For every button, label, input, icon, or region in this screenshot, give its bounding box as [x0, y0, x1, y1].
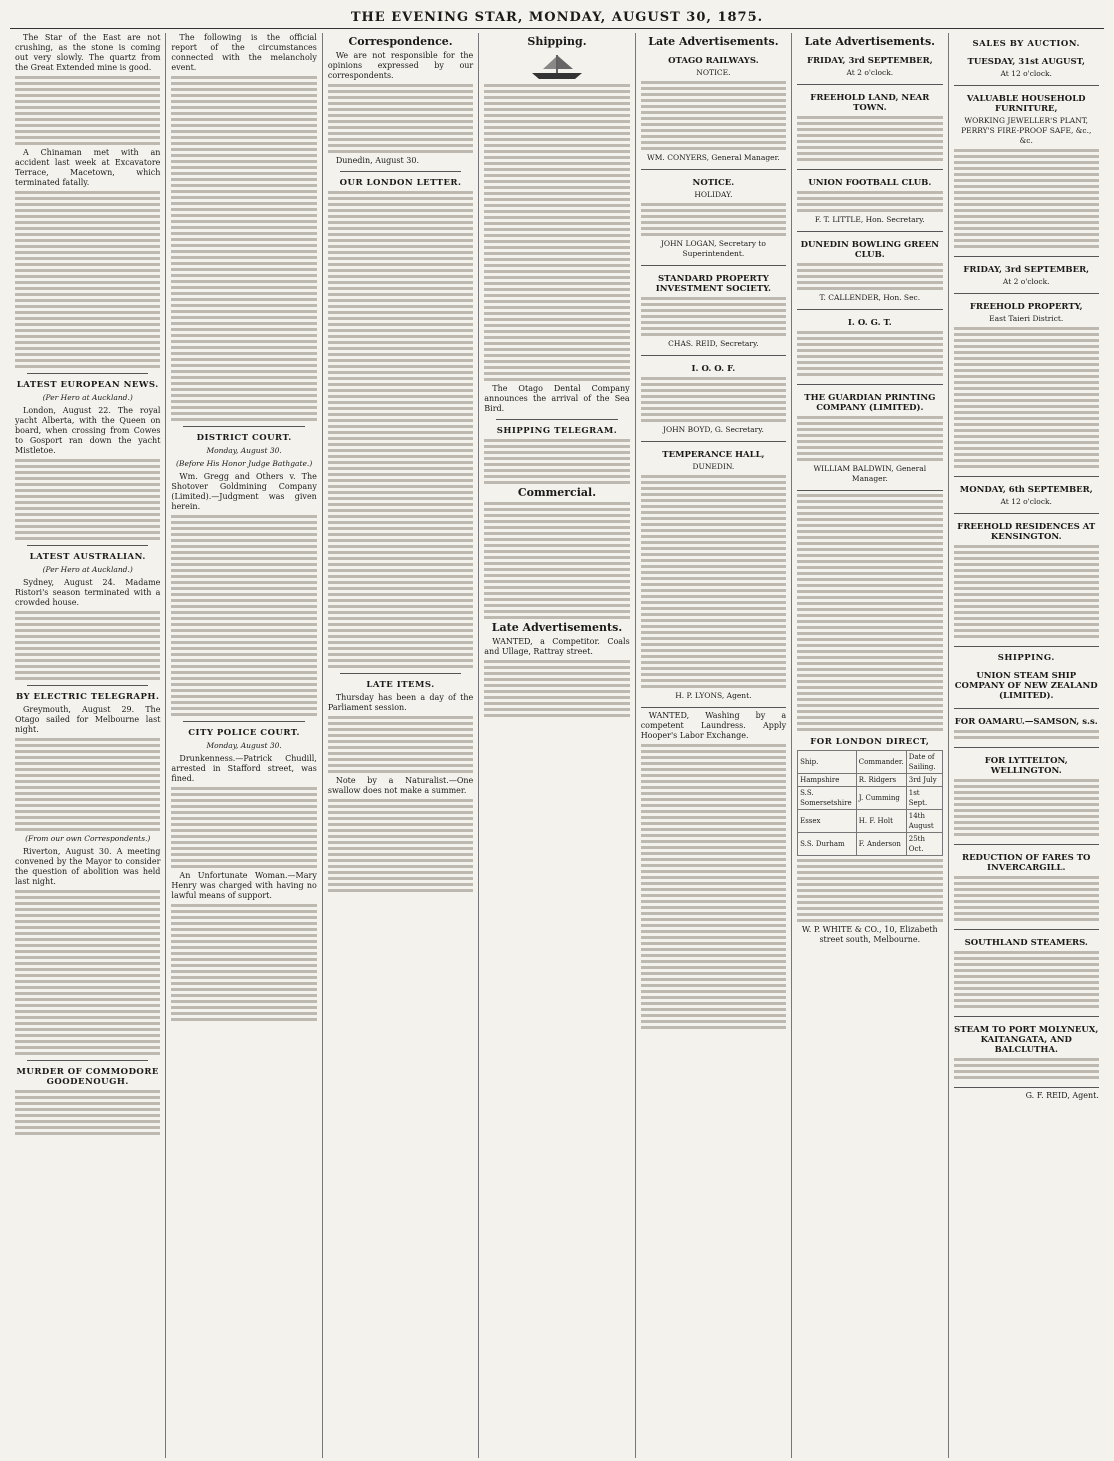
column-6: [792, 33, 948, 1458]
advertisement: [797, 388, 942, 491]
section-subheading: (Per Hero at Auckland.): [42, 393, 133, 402]
section-heading: LATEST AUSTRALIAN.: [29, 552, 146, 562]
text-block: [954, 876, 1099, 921]
text-block: [15, 76, 160, 145]
ad-title: NOTICE.: [692, 178, 735, 188]
table-header-cell: Ship.: [798, 751, 857, 774]
ad-title: FREEHOLD RESIDENCES AT KENSINGTON.: [957, 522, 1096, 542]
text-block: [15, 191, 160, 368]
ad-title: MONDAY, 6th SEPTEMBER,: [959, 485, 1093, 495]
table-cell: 3rd July: [906, 774, 942, 787]
section-heading: Late Advertisements.: [491, 621, 623, 634]
section-heading: LATEST EUROPEAN NEWS.: [16, 380, 159, 390]
sailing-table: [797, 750, 942, 856]
text-block: [171, 787, 316, 868]
ad-signature: F. T. LITTLE, Hon. Secretary.: [814, 215, 925, 224]
ad-title: FRIDAY, 3rd SEPTEMBER,: [963, 265, 1090, 275]
ad-title: STANDARD PROPERTY INVESTMENT SOCIETY.: [655, 274, 772, 294]
shipping-notice: [954, 1020, 1099, 1088]
shipping-title: SOUTHLAND STEAMERS.: [964, 938, 1088, 948]
ad-title: I. O. G. T.: [847, 318, 892, 328]
table-cell: H. F. Holt: [856, 810, 906, 833]
text-block: [171, 904, 316, 1021]
advertisement: [641, 51, 786, 170]
shipping-notice: [954, 848, 1099, 930]
ad-subtitle: HOLIDAY.: [694, 190, 733, 199]
table-row: [798, 833, 942, 856]
ad-title: FRIDAY, 3rd SEPTEMBER,: [806, 56, 933, 66]
divider: [27, 545, 148, 546]
article-paragraph: Thursday has been a day of the Parliament session.: [327, 693, 474, 712]
ad-signature: WILLIAM BALDWIN, General Manager.: [813, 464, 927, 483]
advertisement: [797, 313, 942, 385]
text-block: [954, 327, 1099, 468]
text-block: [641, 475, 786, 688]
table-cell: 25th Oct.: [906, 833, 942, 856]
article-paragraph: Note by a Naturalist.—One swallow does not make a summer.: [327, 776, 474, 795]
columns: [10, 33, 1104, 1458]
article-paragraph: London, August 22. The royal yacht Alberta, with the Queen on board, when crossing from Cowes to Gosport ran down the yacht Mistletoe.: [15, 406, 161, 455]
advertisement: [797, 235, 942, 310]
section-heading: Late Advertisements.: [648, 35, 779, 48]
section-subheading: (From our own Correspondents.): [25, 834, 151, 843]
text-block: [954, 730, 1099, 739]
ad-title: TUESDAY, 31st AUGUST,: [967, 57, 1085, 67]
section-heading: SHIPPING.: [997, 653, 1055, 663]
table-cell: J. Cumming: [856, 787, 906, 810]
divider: [27, 685, 148, 686]
section-heading: SALES BY AUCTION.: [972, 39, 1080, 49]
text-block: [484, 502, 629, 619]
column-1: [10, 33, 166, 1458]
text-block: [171, 515, 316, 716]
text-block: [328, 84, 473, 153]
article-paragraph: Riverton, August 30. A meeting convened by the Mayor to consider the question of abolition was held last night.: [15, 847, 161, 886]
table-header-cell: Date of Sailing.: [906, 751, 942, 774]
table-cell: Hampshire: [798, 774, 857, 787]
section-heading: CITY POLICE COURT.: [188, 728, 300, 738]
ad-title: VALUABLE HOUSEHOLD FURNITURE,: [966, 94, 1086, 114]
text-block: [954, 779, 1099, 836]
divider: [496, 419, 617, 420]
text-block: [797, 416, 942, 461]
section-heading: BY ELECTRIC TELEGRAPH.: [16, 692, 160, 702]
advertisement: [954, 480, 1099, 514]
text-block: [641, 297, 786, 336]
ad-signature: JOHN BOYD, G. Secretary.: [662, 425, 764, 434]
text-block: [954, 545, 1099, 638]
text-block: [484, 84, 629, 381]
text-block: [641, 377, 786, 422]
ad-subtitle: At 12 o'clock.: [1000, 497, 1052, 506]
masthead: [10, 6, 1104, 29]
ad-title: DUNEDIN BOWLING GREEN CLUB.: [800, 240, 940, 260]
text-block: [15, 611, 160, 680]
column-3: [323, 33, 479, 1458]
section-subheading: (Before His Honor Judge Bathgate.): [176, 459, 313, 468]
shipping-notice: [954, 751, 1099, 845]
article-paragraph: Sydney, August 24. Madame Ristori's season terminated with a crowded house.: [15, 578, 161, 607]
column-4: [479, 33, 635, 1458]
table-header-row: [798, 751, 942, 774]
text-block: [171, 76, 316, 421]
divider: [183, 721, 304, 722]
ad-signature: G. F. REID, Agent.: [1025, 1091, 1099, 1100]
table-cell: R. Ridgers: [856, 774, 906, 787]
advertisement: [797, 173, 942, 232]
section-subheading: (Per Hero at Auckland.): [42, 565, 133, 574]
shipping-notice: [954, 712, 1099, 748]
text-block: [797, 116, 942, 161]
article-paragraph: A Chinaman met with an accident last week at Excavatore Terrace, Macetown, which terminated fatally.: [15, 148, 161, 187]
table-cell: 14th August: [906, 810, 942, 833]
text-block: [641, 744, 786, 1029]
ad-title: THE GUARDIAN PRINTING COMPANY (LIMITED).: [804, 393, 936, 413]
shipping-notice: [954, 666, 1099, 709]
table-cell: S.S. Somersetshire: [798, 787, 857, 810]
text-block: [641, 203, 786, 236]
table-title: FOR LONDON DIRECT,: [810, 737, 930, 747]
ad-signature: T. CALLENDER, Hon. Sec.: [819, 293, 921, 302]
table-row: [798, 787, 942, 810]
divider: [27, 373, 148, 374]
masthead-title: THE EVENING STAR, MONDAY, AUGUST 30, 1875.: [350, 9, 764, 25]
advertisement: [954, 260, 1099, 294]
ad-subtitle: DUNEDIN.: [692, 462, 735, 471]
shipping-title: REDUCTION OF FARES TO INVERCARGILL.: [962, 853, 1091, 873]
section-subheading: Monday, August 30.: [206, 741, 282, 750]
section-heading: SHIPPING TELEGRAM.: [496, 426, 618, 436]
divider: [340, 171, 461, 172]
article-paragraph: The Otago Dental Company announces the arrival of the Sea Bird.: [484, 384, 630, 413]
advertisement: [641, 173, 786, 266]
text-block: [328, 191, 473, 668]
section-heading: LATE ITEMS.: [366, 680, 435, 690]
text-block: [797, 859, 942, 922]
advertisement: [954, 89, 1099, 257]
section-heading: OUR LONDON LETTER.: [339, 178, 462, 188]
text-block: [797, 331, 942, 376]
ad-signature: W. P. WHITE & CO., 10, Elizabeth street south, Melbourne.: [801, 925, 938, 944]
section-heading: Shipping.: [527, 35, 587, 48]
shipping-title: FOR LYTTELTON, WELLINGTON.: [984, 756, 1068, 776]
ad-subtitle: East Taieri District.: [989, 314, 1064, 323]
table-row: [798, 774, 942, 787]
text-block: [15, 738, 160, 831]
ad-subtitle: At 2 o'clock.: [846, 68, 894, 77]
article-paragraph: The following is the official report of the circumstances connected with the melancholy event.: [171, 33, 317, 72]
table-cell: S.S. Durham: [798, 833, 857, 856]
article-paragraph: WANTED, a Competitor. Coals and Ullage, Rattray street.: [484, 637, 630, 656]
text-block: [484, 660, 629, 717]
table-header-cell: Commander.: [856, 751, 906, 774]
text-block: [328, 799, 473, 892]
ad-subtitle: NOTICE.: [696, 68, 731, 77]
advertisement: [954, 52, 1099, 86]
ad-signature: JOHN LOGAN, Secretary to Superintendent.: [660, 239, 766, 258]
divider: [340, 673, 461, 674]
article-paragraph: Drunkenness.—Patrick Chudill, arrested in Stafford street, was fined.: [171, 754, 317, 783]
section-heading: Commercial.: [517, 486, 597, 499]
advertisement: [954, 517, 1099, 647]
ad-title: FREEHOLD LAND, NEAR TOWN.: [810, 93, 930, 113]
ad-title: TEMPERANCE HALL,: [662, 450, 765, 460]
ad-signature: H. P. LYONS, Agent.: [675, 691, 752, 700]
text-block: [954, 149, 1099, 248]
column-2: [166, 33, 322, 1458]
article-paragraph: The Star of the East are not crushing, as the stone is coming out very slowly. The quartz from the Great Extended mine is good.: [15, 33, 161, 72]
text-block: [797, 494, 942, 731]
ad-title: OTAGO RAILWAYS.: [668, 56, 759, 66]
article-paragraph: Dunedin, August 30.: [335, 156, 420, 165]
ad-subtitle: At 12 o'clock.: [1000, 69, 1052, 78]
ad-signature: WM. CONYERS, General Manager.: [647, 153, 780, 162]
article-paragraph: We are not responsible for the opinions expressed by our correspondents.: [327, 51, 474, 80]
column-7: [949, 33, 1104, 1458]
text-block: [328, 716, 473, 773]
text-block: [797, 263, 942, 290]
article-paragraph: Greymouth, August 29. The Otago sailed for Melbourne last night.: [15, 705, 161, 734]
shipping-title: FOR OAMARU.—SAMSON, s.s.: [954, 717, 1098, 727]
text-block: [797, 191, 942, 212]
text-block: [15, 1090, 160, 1135]
table-cell: Essex: [798, 810, 857, 833]
text-block: [641, 81, 786, 150]
text-block: [954, 951, 1099, 1008]
advertisement: [797, 51, 942, 85]
section-heading: Late Advertisements.: [804, 35, 935, 48]
advertisement: [641, 359, 786, 442]
advertisement: [641, 445, 786, 708]
shipping-title: UNION STEAM SHIP COMPANY OF NEW ZEALAND (LIMITED).: [954, 671, 1098, 701]
text-block: [484, 439, 629, 484]
text-block: [954, 1058, 1099, 1079]
advertisement: [641, 269, 786, 356]
shipping-notice: [954, 933, 1099, 1017]
text-block: [15, 459, 160, 540]
advertisement: [797, 88, 942, 170]
divider: [183, 426, 304, 427]
section-heading: MURDER OF COMMODORE GOODENOUGH.: [16, 1067, 159, 1087]
ad-subtitle: At 2 o'clock.: [1002, 277, 1050, 286]
ad-title: I. O. O. F.: [691, 364, 736, 374]
shipping-title: STEAM TO PORT MOLYNEUX, KAITANGATA, AND BALCLUTHA.: [954, 1025, 1099, 1055]
column-5: [636, 33, 792, 1458]
section-heading: Correspondence.: [348, 35, 453, 48]
ship-icon: [527, 51, 587, 81]
article-paragraph: WANTED, Washing by a competent Laundress. Apply Hooper's Labor Exchange.: [640, 711, 787, 740]
divider: [27, 1060, 148, 1061]
table-cell: 1st Sept.: [906, 787, 942, 810]
ad-subtitle: WORKING JEWELLER'S PLANT, PERRY'S FIRE-PROOF SAFE, &c., &c.: [961, 116, 1092, 145]
section-subheading: Monday, August 30.: [206, 446, 282, 455]
table-cell: F. Anderson: [856, 833, 906, 856]
text-block: [15, 890, 160, 1055]
ad-signature: CHAS. REID, Secretary.: [668, 339, 759, 348]
article-paragraph: Wm. Gregg and Others v. The Shotover Goldmining Company (Limited).—Judgment was given herein.: [171, 472, 317, 511]
ad-title: FREEHOLD PROPERTY,: [969, 302, 1083, 312]
ad-title: UNION FOOTBALL CLUB.: [808, 178, 932, 188]
advertisement: [954, 297, 1099, 477]
article-paragraph: An Unfortunate Woman.—Mary Henry was charged with having no lawful means of support.: [171, 871, 317, 900]
section-heading: DISTRICT COURT.: [196, 433, 292, 443]
table-row: [798, 810, 942, 833]
